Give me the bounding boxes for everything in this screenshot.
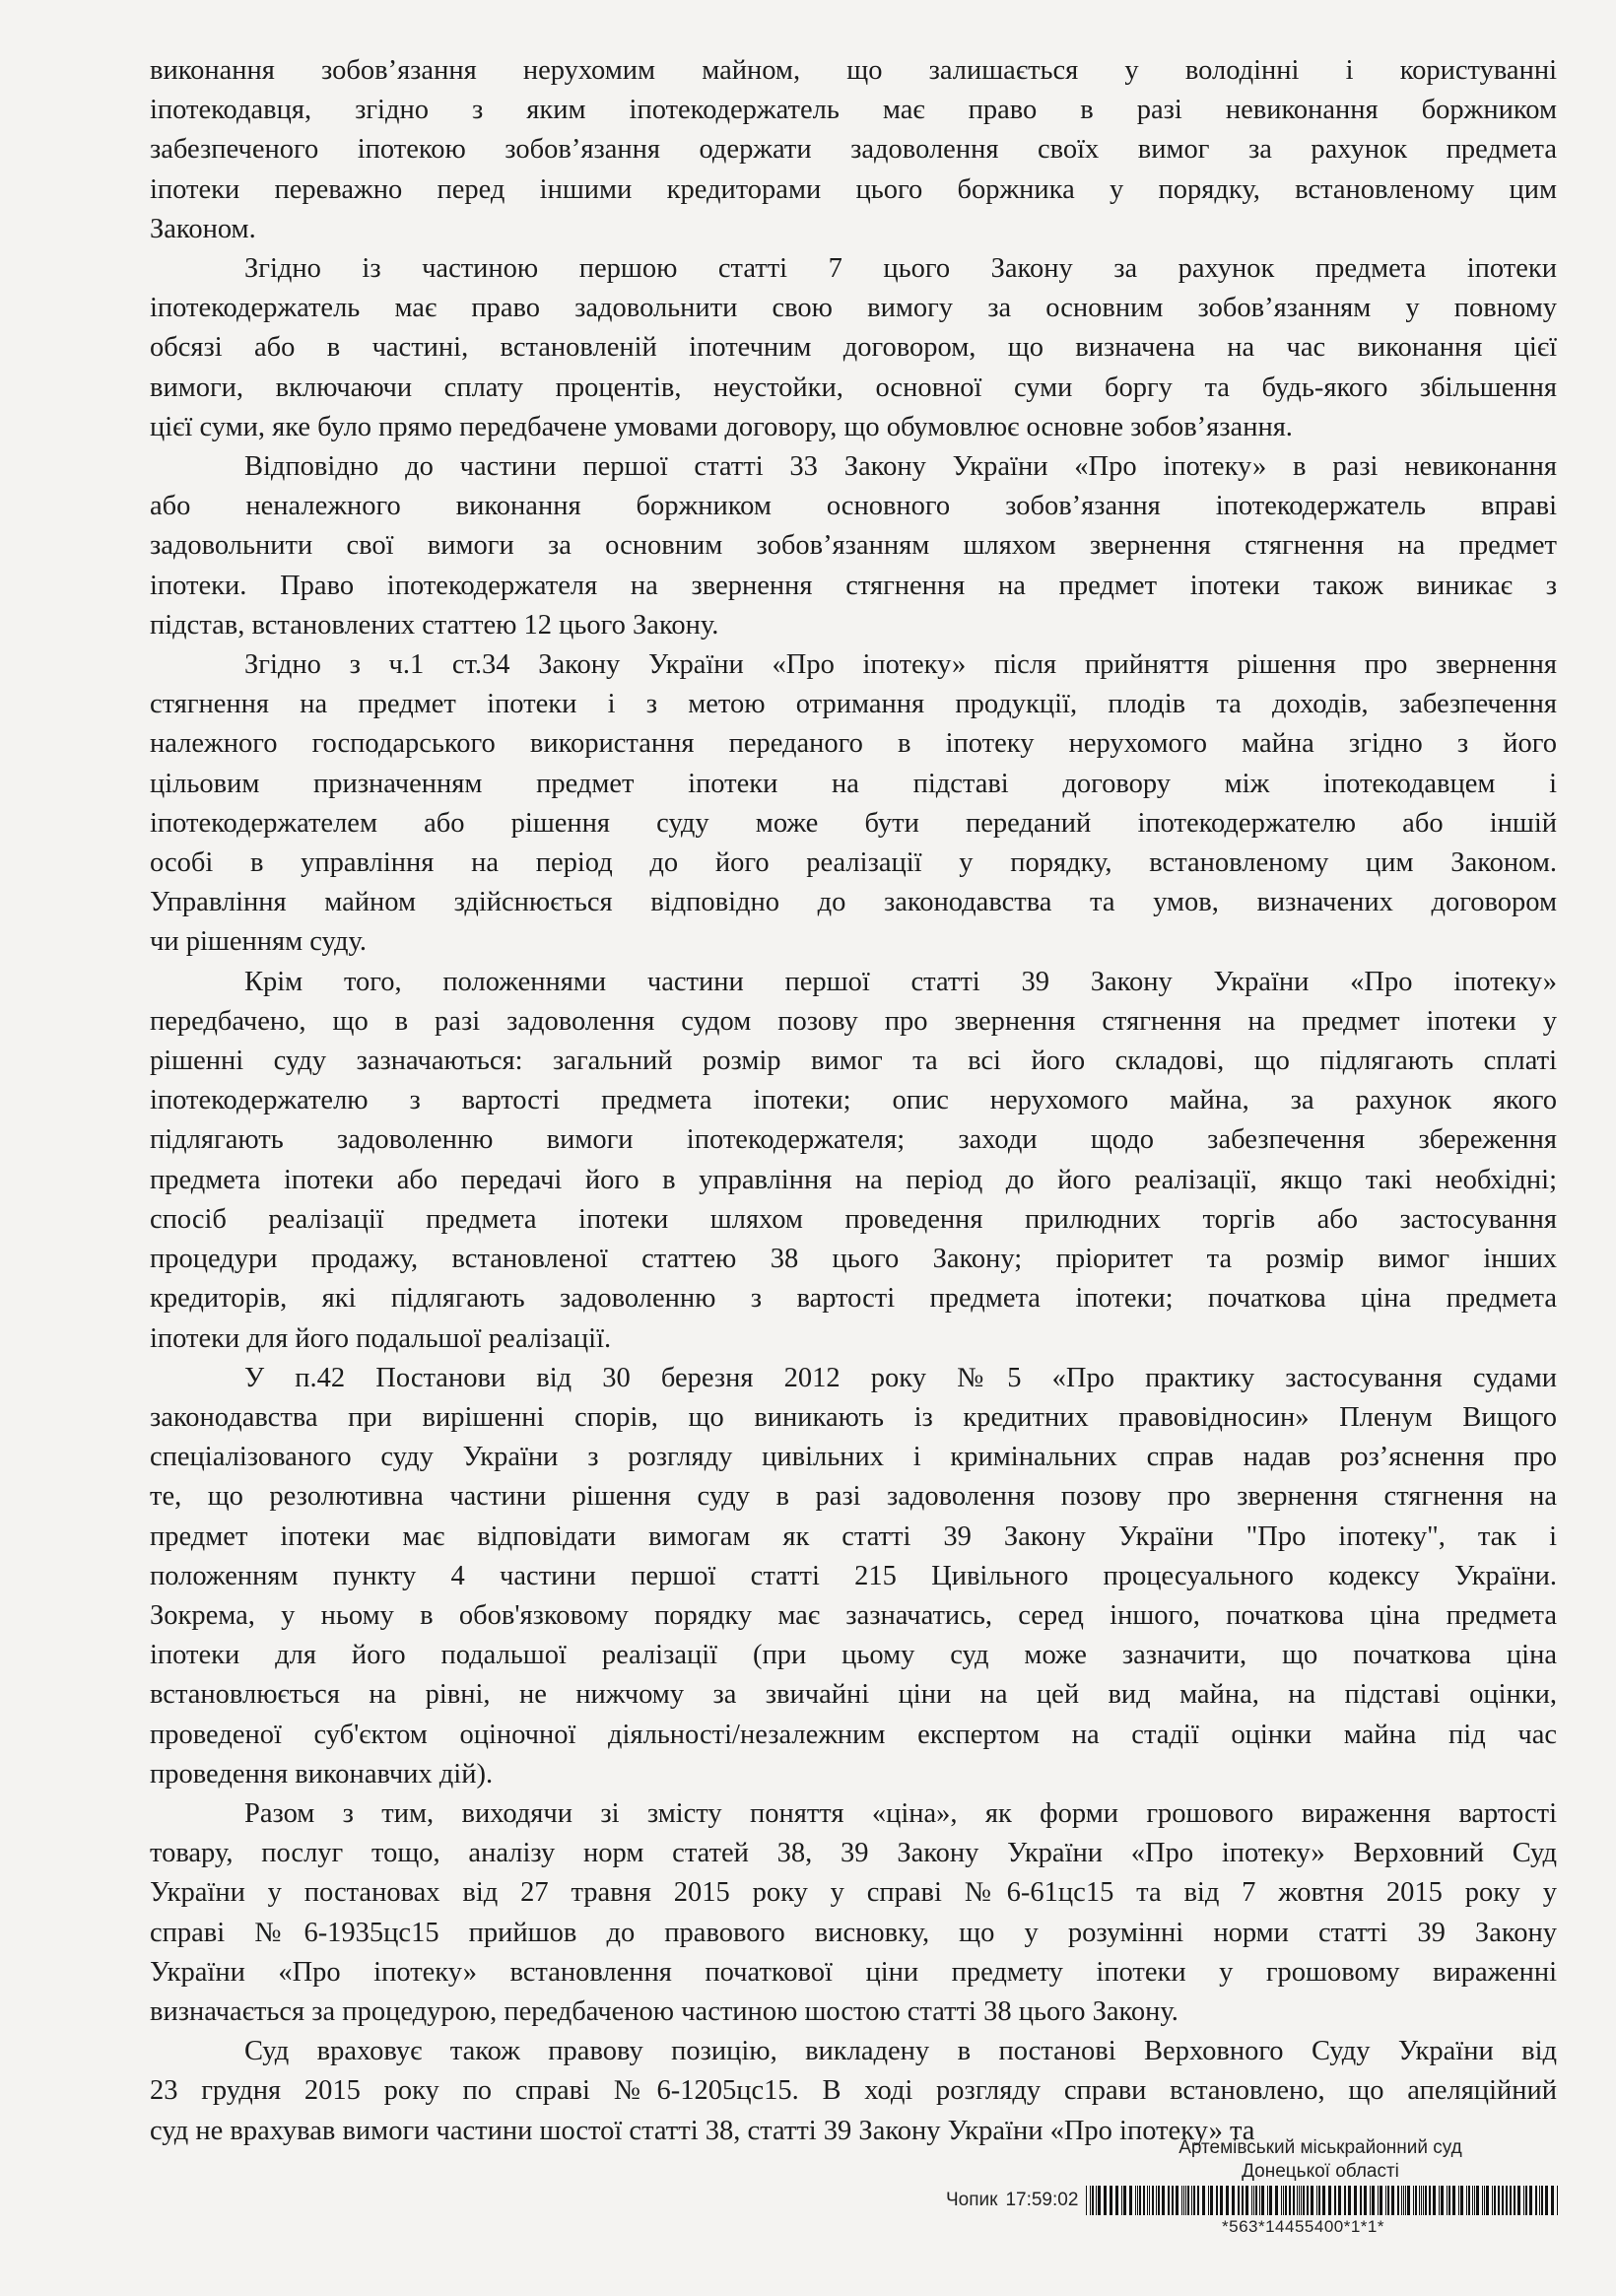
barcode-bar [1238,2186,1240,2215]
barcode-bar [1557,2186,1558,2215]
barcode-bar [1246,2186,1248,2215]
barcode-bar [1152,2186,1154,2215]
barcode-bar [1267,2186,1268,2215]
text-line: іпотеки для його подальшої реалізації (при цьому суд може зазначити, що початкова ціна [150,1640,1557,1671]
barcode-bar [1092,2186,1094,2215]
court-stamp [1163,2136,1478,2184]
barcode-bar [1172,2186,1174,2215]
barcode-bar [1405,2186,1406,2215]
text-line: задовольнити свої вимоги за основним зобов’язанням шляхом звернення стягнення на предмет [150,530,1557,562]
barcode-bar [1168,2186,1170,2215]
text-line: Відповідно до частини першої статті 33 Закону України «Про іпотеку» в разі невиконання [244,451,1557,483]
barcode-bar [1129,2186,1132,2215]
text-line: Разом з тим, виходячи зі змісту поняття «ціна», як форми грошового вираження вартості [244,1797,1557,1829]
text-line: положенням пункту 4 частини першої статті 215 Цивільного процесуального кодексу України. [150,1560,1557,1591]
text-line: законодавства при вирішенні спорів, що виникають із кредитних правовідносин» Пленум Вищого [150,1401,1557,1433]
barcode-bar [1208,2186,1209,2215]
text-line: Зокрема, у ньому в обов'язковому порядку має зазначатись, серед іншого, початкова ціна предмета [150,1599,1557,1631]
barcode-bar [1187,2186,1189,2215]
text-line: іпотекодержателем або рішення суду може бути переданий іпотекодержателю або іншій [150,807,1557,839]
barcode-bar [1123,2186,1126,2215]
document-body [150,51,1557,2151]
barcode-bar [1545,2186,1548,2215]
text-line: суд не врахував вимоги частини шостої статті 38, статті 39 Закону України «Про іпотеку» та [150,2115,1255,2146]
text-line: забезпеченого іпотекою зобов’язання одержати задоволення своїх вимог за рахунок предмета [150,134,1557,166]
barcode-bar [1137,2186,1138,2215]
barcode-bar [1303,2186,1305,2215]
barcode-bar [1510,2186,1512,2215]
barcode-bar [1380,2186,1382,2215]
paragraph [150,2032,1557,2151]
barcode-bar [1370,2186,1371,2215]
barcode-bar [1482,2186,1483,2215]
text-line: процедури продажу, встановленої статтею 38 цього Закону; пріоритет та розмір вимог інших [150,1244,1557,1275]
paragraph [150,1794,1557,2032]
barcode-bar [1407,2186,1410,2215]
text-line: проведення виконавчих дій). [150,1758,494,1790]
barcode-bar [1452,2186,1455,2215]
barcode-bar [1322,2186,1325,2215]
barcode-bar [1494,2186,1496,2215]
text-line: цієї суми, яке було прямо передбачене умовами договору, що обумовлює основне зобов’язання. [150,411,1293,442]
text-line: 23 грудня 2015 року по справі №6-1205цс15. В ході розгляду справи встановлено, що апеляційний [150,2075,1557,2107]
text-line: Крім того, положеннями частини першої статті 39 Закону України «Про іпотеку» [244,966,1557,997]
barcode-bar [1460,2186,1463,2215]
barcode-bar [1364,2186,1367,2215]
barcode-bar [1486,2186,1489,2215]
barcode-bar [1086,2186,1087,2215]
barcode-bar [1551,2186,1554,2215]
text-line: іпотекодавця, згідно з яким іпотекодержатель має право в разі невиконання боржником [150,95,1557,126]
barcode-bar [1193,2186,1195,2215]
text-line: обсязі або в частині, встановленій іпотечним договором, що визначена на час виконання цієї [150,332,1557,364]
barcode-bar [1147,2186,1148,2215]
text-line: підстав, встановлених статтею 12 цього Закону. [150,609,719,641]
barcode-bar [1261,2186,1264,2215]
barcode-bar [1251,2186,1252,2215]
paragraph [150,1359,1557,1794]
barcode-bar [1328,2186,1331,2215]
barcode-bar [1498,2186,1500,2215]
text-line: справі №6-1935цс15 прийшов до правового висновку, що у розумінні норми статті 39 Закону [150,1917,1557,1948]
barcode-bar [1226,2186,1229,2215]
barcode-bar [1139,2186,1141,2215]
barcode-bar [1415,2186,1417,2215]
barcode-bar [1334,2186,1336,2215]
barcode-bar [1425,2186,1427,2215]
barcode-bar [1421,2186,1422,2215]
barcode-bar [1429,2186,1431,2215]
barcode-bar [1096,2186,1097,2215]
barcode-bar [1423,2186,1424,2215]
text-line: іпотекодержатель має право задовольнити свою вимогу за основним зобов’язанням у повному [150,293,1557,324]
barcode-bar [1433,2186,1436,2215]
barcode-bar [1197,2186,1199,2215]
paragraph [150,645,1557,963]
paragraph [150,249,1557,447]
barcode-bar [1181,2186,1182,2215]
barcode-bar [1348,2186,1351,2215]
barcode-bar [1183,2186,1184,2215]
text-line: предмета іпотеки або передачі його в управління на період до його реалізації, якщо такі необхідні; [150,1164,1557,1195]
barcode-bar [1360,2186,1362,2215]
barcode-bar [1318,2186,1320,2215]
barcode-bar [1143,2186,1145,2215]
text-line: те, що резолютивна частини рішення суду в разі задоволення позову про звернення стягнення на [150,1481,1557,1513]
barcode-bar [1275,2186,1278,2215]
barcode-bar [1242,2186,1244,2215]
registration-stamp [946,2186,1563,2215]
barcode-bar [1185,2186,1186,2215]
barcode-bar [1535,2186,1537,2215]
barcode-bar [1523,2186,1524,2215]
court-name: Артемівський міськрайонний суд [1178,2137,1462,2158]
barcode-bar [1413,2186,1414,2215]
text-line: іпотеки. Право іпотекодержателя на звернення стягнення на предмет іпотеки також виникає з [150,570,1557,601]
barcode-bar [1502,2186,1504,2215]
barcode-bar [1472,2186,1473,2215]
barcode-bar [1191,2186,1192,2215]
barcode-bar [1458,2186,1459,2215]
barcode-bar [1525,2186,1527,2215]
barcode-bar [1259,2186,1260,2215]
barcode-bar [1448,2186,1450,2215]
barcode-number: *563*14455400*1*1* [1222,2217,1384,2236]
text-line: або неналежного виконання боржником основного зобов’язання іпотекодержатель вправі [150,491,1557,522]
paragraph [150,51,1557,249]
barcode-bar [1378,2186,1379,2215]
barcode-bar [1541,2186,1543,2215]
barcode-bar [1447,2186,1448,2215]
text-line: рішенні суду зазначаються: загальний розмір вимог та всі його складові, що підлягають сплаті [150,1046,1557,1077]
barcode-bar [1293,2186,1295,2215]
barcode-bar [1492,2186,1493,2215]
stamp-time: 17:59:02 [1005,2190,1079,2210]
barcode-bar [1397,2186,1399,2215]
text-line: предмет іпотеки має відповідати вимогам як статті 39 Закону України "Про іпотеку", так і [150,1520,1557,1552]
barcode-bar [1115,2186,1118,2215]
barcode-bar [1344,2186,1346,2215]
barcode-bar [1135,2186,1136,2215]
text-line: Суд враховує також правову позицію, викладену в постанові Верховного Суду України від [244,2036,1557,2067]
barcode-bar [1281,2186,1282,2215]
text-line: встановлюється на рівні, не нижчому за звичайні ціни на цей вид майна, на підставі оцінки, [150,1679,1557,1711]
barcode-bar [1299,2186,1300,2215]
text-line: іпотеки для його подальшої реалізації. [150,1322,612,1354]
barcode-bar [1301,2186,1302,2215]
barcode-bar [1338,2186,1341,2215]
barcode-bar [1466,2186,1467,2215]
barcode-bar [1289,2186,1291,2215]
text-line: проведеної суб'єктом оціночної діяльності/незалежним експертом на стадії оцінки майна під час [150,1719,1557,1750]
barcode-bar [1354,2186,1357,2215]
text-line: передбачено, що в разі задоволення судом позову про звернення стягнення на предмет іпотеки у [150,1005,1557,1037]
barcode-bar [1316,2186,1317,2215]
barcode-bar [1232,2186,1235,2215]
court-region: Донецької області [1242,2161,1399,2182]
text-line: товару, послуг тощо, аналізу норм статей 38, 39 Закону України «Про іпотеку» Верховний Суд [150,1838,1557,1869]
barcode-bar [1517,2186,1520,2215]
barcode-bar [1476,2186,1479,2215]
text-line: кредиторів, які підлягають задоволенню з вартості предмета іпотеки; початкова ціна предмета [150,1283,1557,1315]
barcode-bar [1529,2186,1532,2215]
barcode-bar [1176,2186,1178,2215]
text-line: вимоги, включаючи сплату процентів, неустойки, основної суми боргу та будь-якого збільшення [150,371,1557,403]
barcode-bar [1110,2186,1112,2215]
barcode-bar [1391,2186,1394,2215]
text-line: Законом. [150,213,256,244]
barcode-bar [1506,2186,1508,2215]
barcode-bar [1311,2186,1313,2215]
barcode-bar [1162,2186,1165,2215]
barcode-bar [1210,2186,1213,2215]
text-line: належного господарського використання переданого в іпотеку нерухомого майна згідно з його [150,728,1557,760]
barcode-bar [1283,2186,1284,2215]
text-line: У п.42 Постанови від 30 березня 2012 року №5 «Про практику застосування судами [244,1362,1557,1393]
paragraph [150,963,1557,1359]
barcode-bar [1441,2186,1444,2215]
barcode-bar [1401,2186,1402,2215]
barcode-image [1086,2186,1563,2215]
barcode-bar [1121,2186,1122,2215]
text-line: спосіб реалізації предмета іпотеки шляхом проведення прилюдних торгів або застосування [150,1203,1557,1235]
barcode-bar [1220,2186,1223,2215]
barcode-bar [1216,2186,1218,2215]
barcode-bar [1468,2186,1470,2215]
clerk-name: Чопик [946,2190,998,2210]
text-line: іпотекодержателю з вартості предмета іпотеки; опис нерухомого майна, за рахунок якого [150,1085,1557,1116]
text-line: визначається за процедурою, передбаченою частиною шостою статті 38 цього Закону. [150,1995,1178,2027]
barcode-bar [1387,2186,1389,2215]
barcode-bar [1419,2186,1420,2215]
text-line: Згідно із частиною першою статті 7 цього Закону за рахунок предмета іпотеки [244,253,1557,285]
barcode-bar [1104,2186,1107,2215]
barcode-bar [1484,2186,1485,2215]
barcode-bar [1158,2186,1160,2215]
barcode-bar [1098,2186,1101,2215]
barcode-bar [1269,2186,1272,2215]
paragraph [150,447,1557,645]
text-line: спеціалізованого суду України з розгляду цивільних і кримінальних справ надав роз’яснення про [150,1442,1557,1473]
text-line: іпотеки переважно перед іншими кредиторами цього боржника у порядку, встановленому цим [150,173,1557,205]
barcode-bar [1253,2186,1254,2215]
barcode-bar [1385,2186,1386,2215]
barcode-bar [1202,2186,1205,2215]
barcode-bar [1156,2186,1157,2215]
barcode-bar [1255,2186,1257,2215]
barcode-bar [1439,2186,1440,2215]
text-line: Згідно з ч.1 ст.34 Закону України «Про іпотеку» після прийняття рішення про звернення [244,649,1557,681]
barcode-bar [1307,2186,1309,2215]
text-line: підлягають задоволенню вимоги іпотекодержателя; заходи щодо забезпечення збереження [150,1124,1557,1156]
barcode-bar [1149,2186,1150,2215]
text-line: України у постановах від 27 травня 2015 року у справі №6-61цс15 та від 7 жовтня 2015 року у [150,1877,1557,1909]
text-line: Управління майном здійснюється відповідно до законодавства та умов, визначених договором [150,887,1557,918]
barcode-bar [1474,2186,1475,2215]
text-line: виконання зобов’язання нерухомим майном, що залишається у володінні і користуванні [150,55,1557,86]
barcode-bar [1403,2186,1404,2215]
text-line: цільовим призначенням предмет іпотеки на підставі договору між іпотекодавцем і [150,768,1557,799]
barcode-bar [1514,2186,1515,2215]
text-line: особі в управління на період до його реалізації у порядку, встановленому цим Законом. [150,847,1557,879]
barcode-bar [1297,2186,1298,2215]
barcode-bar [1090,2186,1091,2215]
barcode-bar [1372,2186,1375,2215]
barcode-bar [1539,2186,1540,2215]
text-line: стягнення на предмет іпотеки і з метою отримання продукції, плодів та доходів, забезпечення [150,689,1557,720]
barcode-bar [1285,2186,1287,2215]
text-line: чи рішенням суду. [150,926,367,958]
text-line: України «Про іпотеку» встановлення початкової ціни предмету іпотеки у грошовому вираженні [150,1956,1557,1988]
